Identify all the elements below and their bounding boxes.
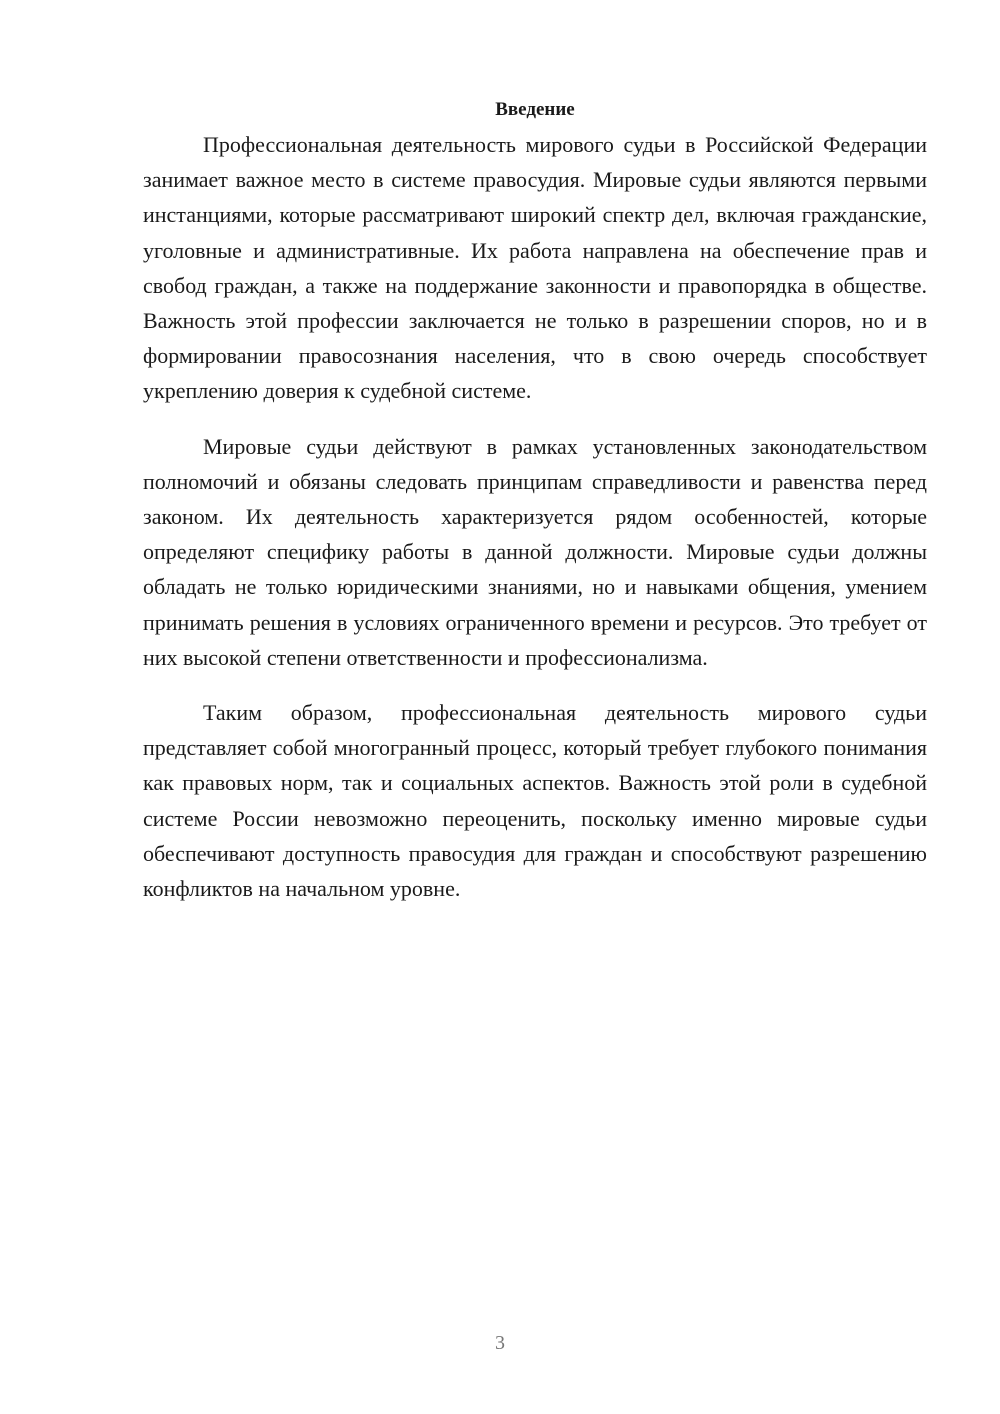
page-number: 3 xyxy=(495,1332,505,1354)
section-heading: Введение xyxy=(495,99,575,120)
document-page xyxy=(143,92,927,926)
paragraph-1: Профессиональная деятельность мирового судьи в Российской Федерации занимает важное место в системе правосудия. Мировые судьи являются первыми инстанциями, которые рассматривают широкий спектр дел, включая гражданские, уголовные и административные. Их работа направлена на обеспечение прав и свобод граждан, а также на поддержание законности и правопорядка в обществе. Важность этой профессии заключается не только в разрешении споров, но и в формировании правосознания населения, что в свою очередь способствует укреплению доверия к судебной системе. xyxy=(143,132,927,404)
paragraph-2: Мировые судьи действуют в рамках установленных законодательством полномочий и обязаны следовать принципам справедливости и равенства перед законом. Их деятельность характеризуется рядом особенностей, которые определяют специфику работы в данной должности. Мировые судьи должны обладать не только юридическими знаниями, но и навыками общения, умением принимать решения в условиях ограниченного времени и ресурсов. Это требует от них высокой степени ответственности и профессионализма. xyxy=(143,433,927,670)
paragraph-3: Таким образом, профессиональная деятельность мирового судьи представляет собой многогранный процесс, который требует глубокого понимания как правовых норм, так и социальных аспектов. Важность этой роли в судебной системе России невозможно переоценить, поскольку именно мировые судьи обеспечивают доступность правосудия для граждан и способствуют разрешению конфликтов на начальном уровне. xyxy=(143,700,927,902)
